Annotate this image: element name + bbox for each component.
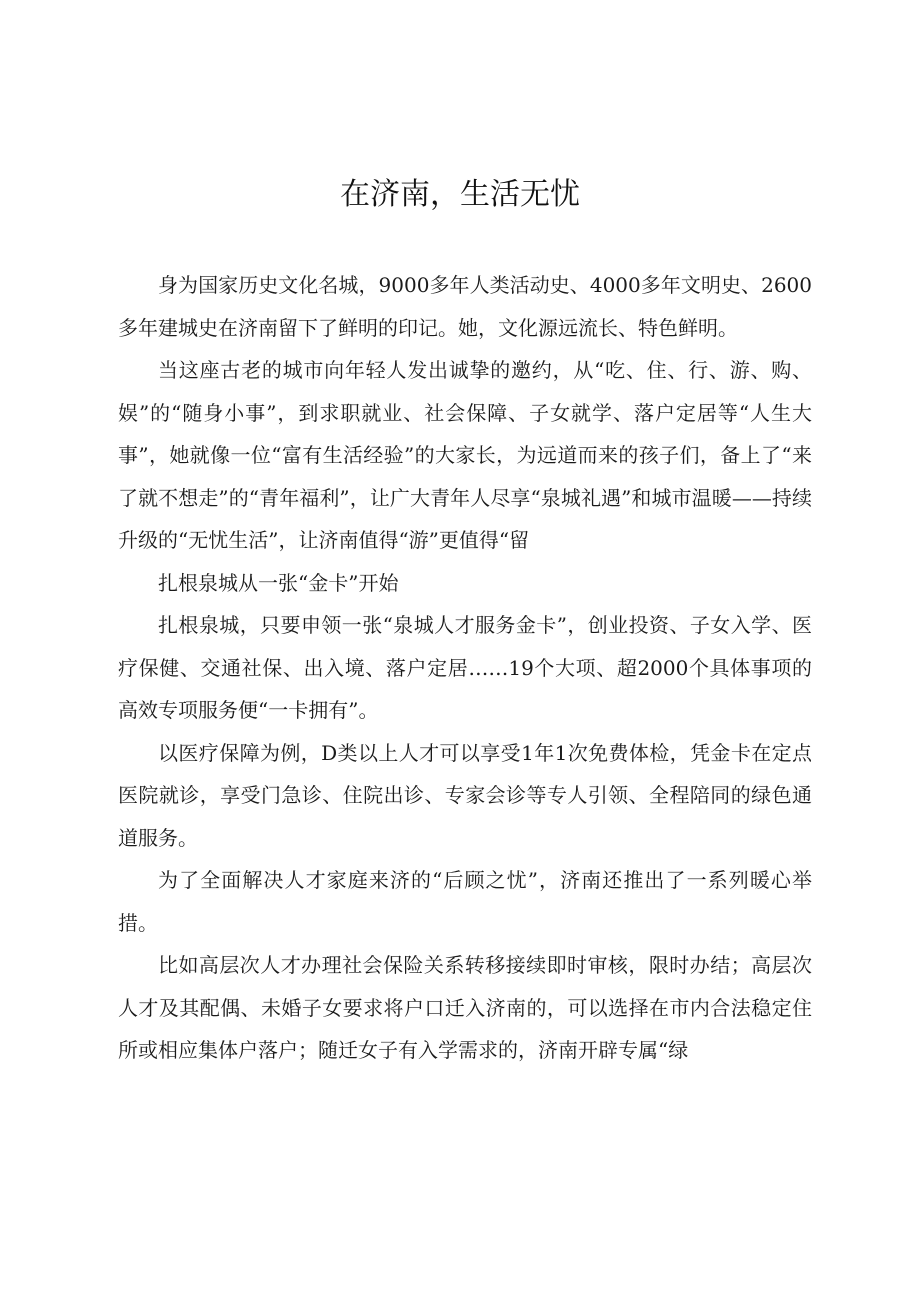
paragraph-gold-card: 扎根泉城，只要申领一张“泉城人才服务金卡”，创业投资、子女入学、医疗保健、交通社保、出入境、落户定居……19个大项、超2000个具体事项的高效专项服务便“一卡拥有”。 — [118, 613, 812, 722]
paragraph-intro: 身为国家历史文化名城，9000多年人类活动史、4000多年文明史、2600多年建城史在济南留下了鲜明的印记。她，文化源远流长、特色鲜明。 — [118, 273, 812, 340]
page-title: 在济南，生活无忧 — [340, 177, 580, 212]
paragraph-medical: 以医疗保障为例，D类以上人才可以享受1年1次免费体检，凭金卡在定点医院就诊，享受门急诊、住院出诊、专家会诊等专人引领、全程陪同的绿色通道服务。 — [118, 740, 812, 850]
section-subheading: 扎根泉城从一张“金卡”开始 — [158, 570, 399, 595]
paragraph-family: 为了全面解决人才家庭来济的“后顾之忧”，济南还推出了一系列暖心举措。 — [118, 868, 812, 935]
paragraph-examples: 比如高层次人才办理社会保险关系转移接续即时审核，限时办结；高层次人才及其配偶、未婚子女要求将户口迁入济南的，可以选择在市内合法稳定住所或相应集体户落户；随迁女子有入学需求的，济南开辟专属“绿 — [118, 953, 812, 1062]
paragraph-invitation: 当这座古老的城市向年轻人发出诚挚的邀约，从“吃、住、行、游、购、娱”的“随身小事”，到求职就业、社会保障、子女就学、落户定居等“人生大事”，她就像一位“富有生活经验”的大家长，为远道而来的孩子们，备上了“来了就不想走”的“青年福利”，让广大青年人尽享“泉城礼遇”和城市温暖——持续升级的“无忧生活”，让济南值得“游”更值得“留 — [118, 358, 812, 552]
article-body — [118, 264, 812, 1072]
